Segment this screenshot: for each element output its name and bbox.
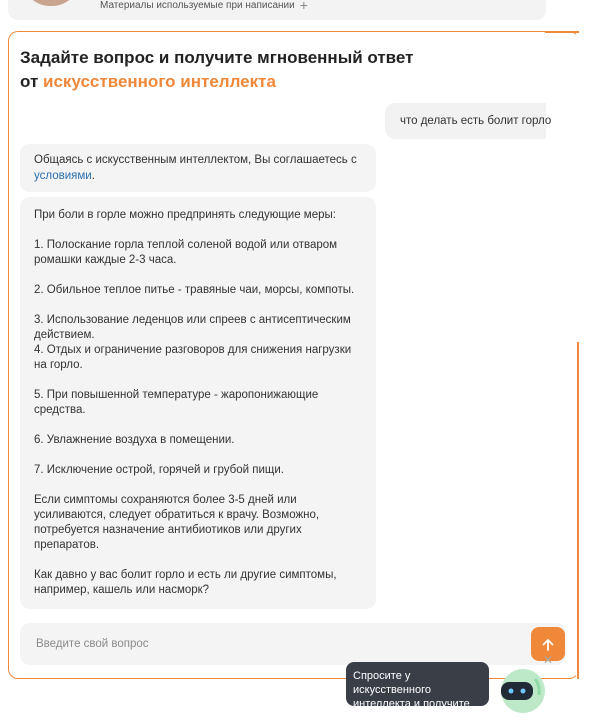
- question-input-bar: [20, 623, 566, 665]
- answer-paragraph: 3. Использование леденцов или спреев с антисептическим действием.: [34, 314, 351, 341]
- answer-paragraph: 5. При повышенной температуре - жаропонижающие средства.: [34, 389, 319, 416]
- answer-paragraph: Как давно у вас болит горло и есть ли другие симптомы, например, кашель или насморк?: [34, 569, 337, 596]
- question-input[interactable]: [20, 623, 520, 665]
- answer-paragraph: При боли в горле можно предпринять следующие меры:: [34, 209, 336, 221]
- widget-border-segment: [577, 342, 579, 679]
- widget-border-segment: [545, 31, 579, 33]
- plus-icon: +: [299, 0, 308, 13]
- arrow-up-icon: [540, 637, 556, 653]
- materials-toggle[interactable]: [100, 0, 308, 12]
- previous-article-footer: [0, 0, 597, 22]
- answer-paragraph: Если симптомы сохраняются более 3-5 дней или усиливаются, следует обратиться к врачу. Возможно, потребуется назначение антибиотиков или других препаратов.: [34, 494, 320, 551]
- consent-text: Общаясь с искусственным интеллектом, Вы соглашаетесь с: [34, 154, 357, 166]
- answer-paragraph: 4. Отдых и ограничение разговоров для снижения нагрузки на горло.: [34, 344, 352, 371]
- widget-title: [20, 46, 440, 94]
- robot-icon: [497, 665, 545, 705]
- widget-title-prefix: от: [20, 72, 39, 91]
- widget-title-accent: искусственного интеллекта: [43, 72, 276, 91]
- answer-paragraph: 7. Исключение острой, горячей и грубой пищи.: [34, 464, 284, 476]
- ai-assistant-launcher[interactable]: [497, 665, 545, 705]
- answer-paragraph: 6. Увлажнение воздуха в помещении.: [34, 434, 235, 446]
- answer-paragraph: 2. Обильное теплое питье - травяные чаи, морсы, компоты.: [34, 284, 355, 296]
- user-message: что делать есть болит горло: [385, 103, 546, 139]
- answer-paragraph: 1. Полоскание горла теплой соленой водой или отваром ромашки каждые 2-3 часа.: [34, 239, 338, 266]
- terms-link[interactable]: условиями: [34, 170, 92, 182]
- materials-label: Материалы используемые при написании: [100, 0, 295, 11]
- ai-answer-message: [20, 197, 376, 609]
- promo-text: Спросите у искусственного интеллекта и получите мгновенный ответ: [353, 670, 470, 724]
- consent-message: Общаясь с искусственным интеллектом, Вы соглашаетесь с условиями.: [20, 144, 376, 192]
- widget-title-line1: Задайте вопрос и получите мгновенный ответ: [20, 48, 414, 67]
- promo-tooltip[interactable]: [346, 662, 489, 724]
- close-icon[interactable]: ✕: [543, 653, 554, 667]
